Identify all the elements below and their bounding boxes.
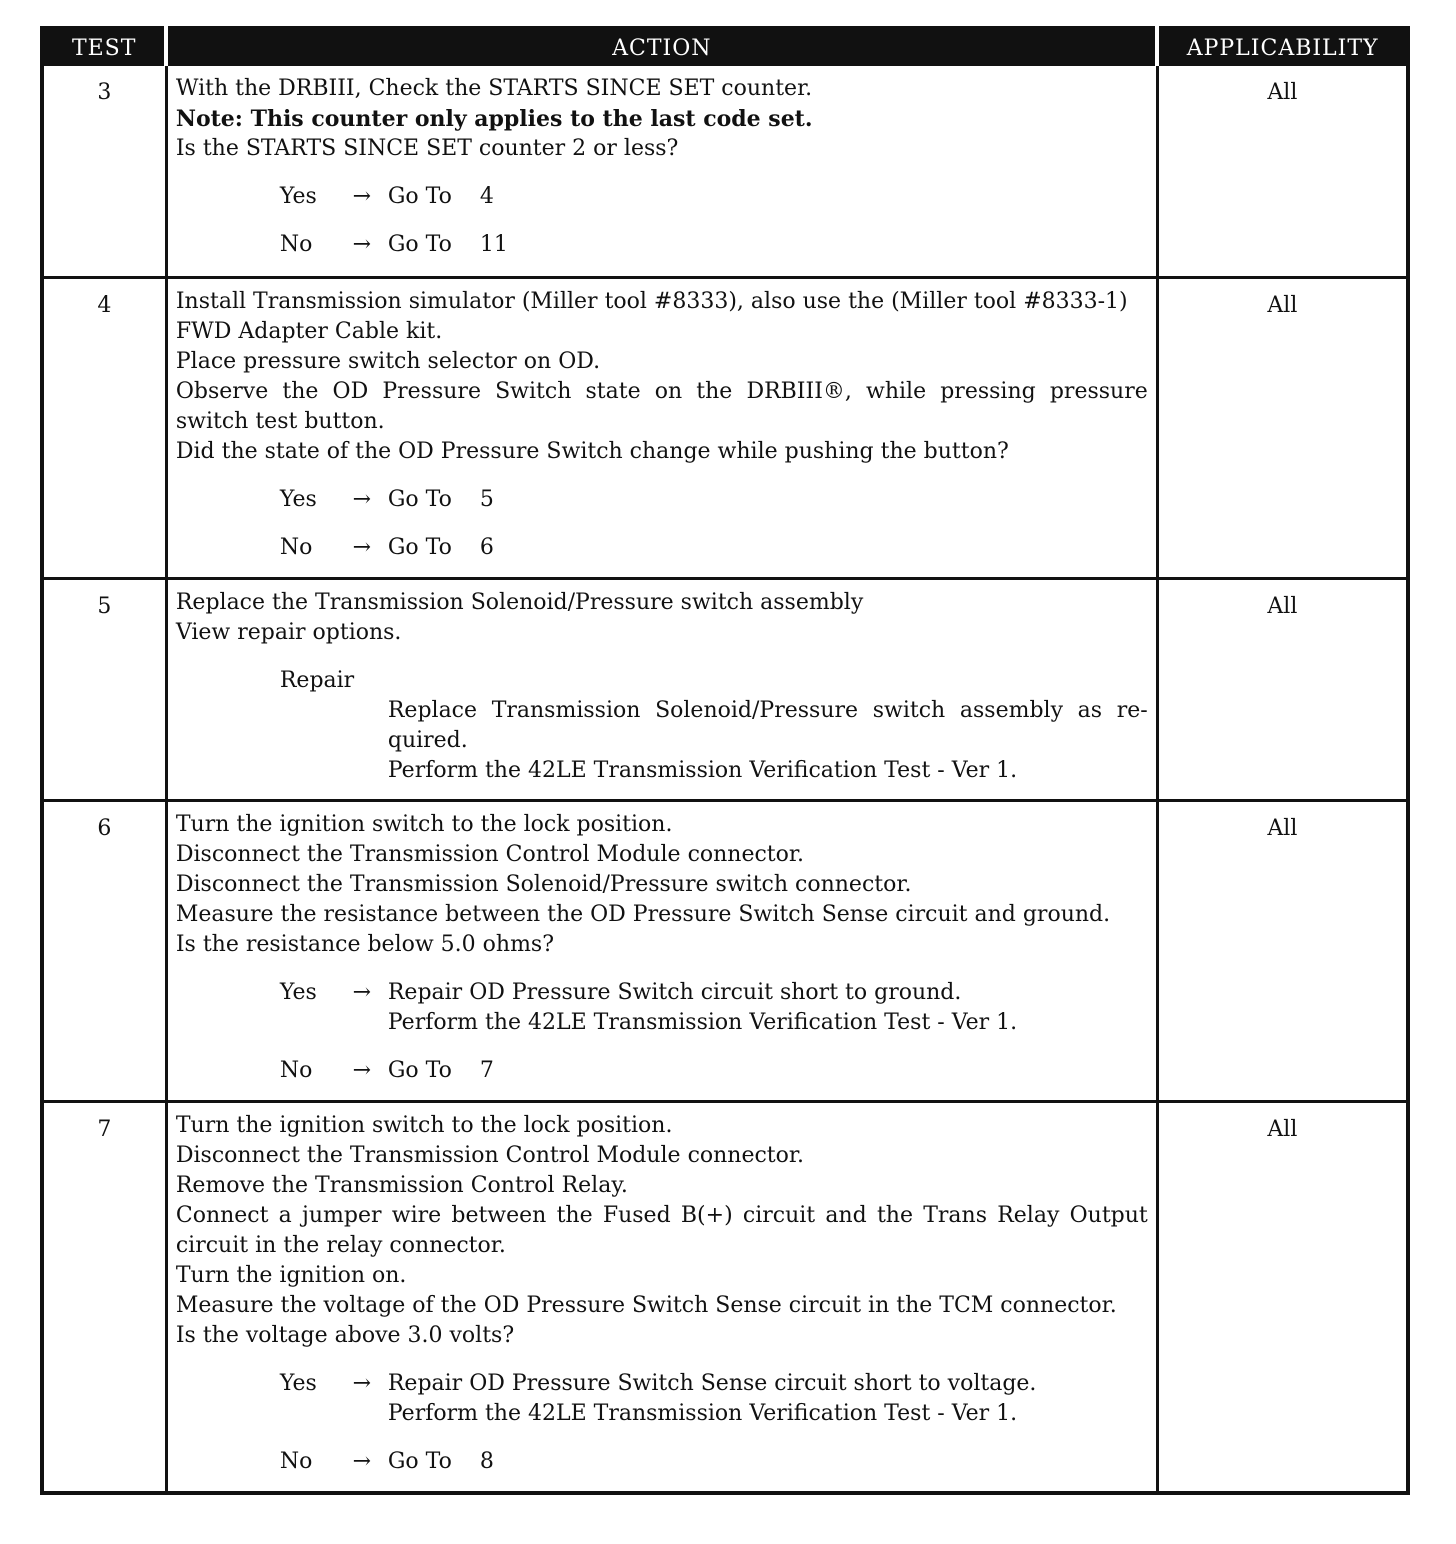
action-line: Turn the ignition switch to the lock position. — [175, 1112, 673, 1138]
result-line: Repair OD Pressure Switch circuit short to ground. — [387, 979, 962, 1005]
option-no — [280, 1447, 1148, 1477]
repair-step: Perform the 42LE Transmission Verification Test - Ver 1. — [387, 757, 1018, 783]
option-label: No — [279, 1448, 313, 1474]
action-line: Is the resistance below 5.0 ohms? — [175, 931, 555, 957]
repair-options — [280, 666, 1148, 786]
option-label: No — [279, 534, 313, 560]
action-line: Turn the ignition on. — [175, 1262, 407, 1288]
action-cell — [166, 800, 1157, 1101]
goto-target: 7 — [479, 1057, 494, 1083]
goto-label: Go To — [387, 534, 452, 560]
table-row — [42, 66, 1408, 277]
action-cell — [166, 277, 1157, 578]
goto-target: 5 — [479, 486, 494, 512]
action-cell — [166, 66, 1157, 277]
action-note: Note: This counter only applies to the last code set. — [175, 106, 813, 132]
action-line: Is the STARTS SINCE SET counter 2 or less? — [175, 136, 679, 161]
action-line: With the DRBIII, Check the STARTS SINCE SET counter. — [175, 76, 813, 101]
test-number: 5 — [42, 578, 166, 800]
action-line: Replace the Transmission Solenoid/Pressure switch assembly — [175, 589, 864, 615]
option-label: Yes — [279, 979, 317, 1005]
action-line: Connect a jumper wire between the Fused B(+) circuit and the Trans Relay Output circuit in the relay connector. — [175, 1202, 1155, 1258]
arrow-icon: → — [352, 1057, 372, 1083]
header-action: ACTION — [166, 28, 1157, 66]
table-row — [42, 578, 1408, 800]
option-label: No — [279, 232, 313, 257]
action-line: FWD Adapter Cable kit. — [175, 318, 443, 344]
goto-label: Go To — [387, 1448, 452, 1474]
applicability-value: All — [1157, 277, 1408, 578]
test-number: 3 — [42, 66, 166, 277]
applicability-value: All — [1157, 1101, 1408, 1493]
arrow-icon: → — [352, 232, 372, 257]
action-line: Disconnect the Transmission Solenoid/Pressure switch connector. — [175, 871, 912, 897]
header-test: TEST — [42, 28, 166, 66]
goto-target: 8 — [479, 1448, 494, 1474]
option-yes — [280, 485, 1148, 515]
test-number: 6 — [42, 800, 166, 1101]
arrow-icon: → — [352, 184, 372, 209]
result-line: Perform the 42LE Transmission Verification Test - Ver 1. — [387, 1009, 1018, 1035]
action-cell — [166, 1101, 1157, 1493]
action-line: View repair options. — [175, 619, 402, 645]
result-line: Repair OD Pressure Switch Sense circuit short to voltage. — [387, 1370, 1037, 1396]
goto-label: Go To — [387, 1057, 452, 1083]
table-row — [42, 1101, 1408, 1493]
applicability-value: All — [1157, 578, 1408, 800]
action-line: Install Transmission simulator (Miller tool #8333), also use the (Miller tool #8333-1) — [175, 288, 1128, 314]
table-row — [42, 277, 1408, 578]
table-row — [42, 800, 1408, 1101]
goto-label: Go To — [387, 486, 452, 512]
action-line: Measure the voltage of the OD Pressure Switch Sense circuit in the TCM connector. — [175, 1292, 1117, 1318]
arrow-icon: → — [352, 534, 372, 560]
applicability-value: All — [1267, 80, 1298, 105]
option-label: Yes — [279, 184, 317, 209]
goto-target: 11 — [479, 232, 508, 257]
action-line: Did the state of the OD Pressure Switch change while pushing the button? — [175, 438, 1009, 464]
goto-target: 6 — [479, 534, 494, 560]
action-line: Disconnect the Transmission Control Module connector. — [175, 841, 804, 867]
repair-label: Repair — [279, 667, 355, 693]
header-row — [42, 28, 1408, 66]
action-line: Measure the resistance between the OD Pressure Switch Sense circuit and ground. — [175, 901, 1111, 927]
goto-label: Go To — [387, 232, 452, 257]
goto-label: Go To — [387, 184, 452, 209]
option-yes — [280, 1369, 1148, 1429]
action-line: Remove the Transmission Control Relay. — [175, 1172, 628, 1198]
option-no — [280, 533, 1148, 563]
action-cell — [166, 578, 1157, 800]
test-number: 4 — [42, 277, 166, 578]
option-no — [280, 1056, 1148, 1086]
arrow-icon: → — [352, 1448, 372, 1474]
option-label: No — [279, 1057, 313, 1083]
diagnostic-table — [40, 26, 1410, 1495]
option-yes — [280, 978, 1148, 1038]
result-line: Perform the 42LE Transmission Verification Test - Ver 1. — [387, 1400, 1018, 1426]
option-label: Yes — [279, 486, 317, 512]
arrow-icon: → — [352, 486, 372, 512]
option-no — [280, 230, 1148, 260]
action-line: Turn the ignition switch to the lock position. — [175, 811, 673, 837]
test-number: 7 — [42, 1101, 166, 1493]
arrow-icon: → — [352, 979, 372, 1005]
header-applicability: APPLICABILITY — [1157, 28, 1408, 66]
action-line: Place pressure switch selector on OD. — [175, 348, 601, 374]
arrow-icon: → — [352, 1370, 372, 1396]
action-line: Observe the OD Pressure Switch state on the DRBIII®, while pressing pressure switch test button. — [175, 378, 1155, 434]
action-line: Disconnect the Transmission Control Module connector. — [175, 1142, 804, 1168]
goto-target: 4 — [479, 184, 494, 209]
action-line: Is the voltage above 3.0 volts? — [175, 1322, 515, 1348]
applicability-value: All — [1157, 800, 1408, 1101]
repair-step: Replace Transmission Solenoid/Pressure switch assembly as re-quired. — [387, 697, 1148, 753]
option-label: Yes — [279, 1370, 317, 1396]
option-yes — [280, 182, 1148, 212]
